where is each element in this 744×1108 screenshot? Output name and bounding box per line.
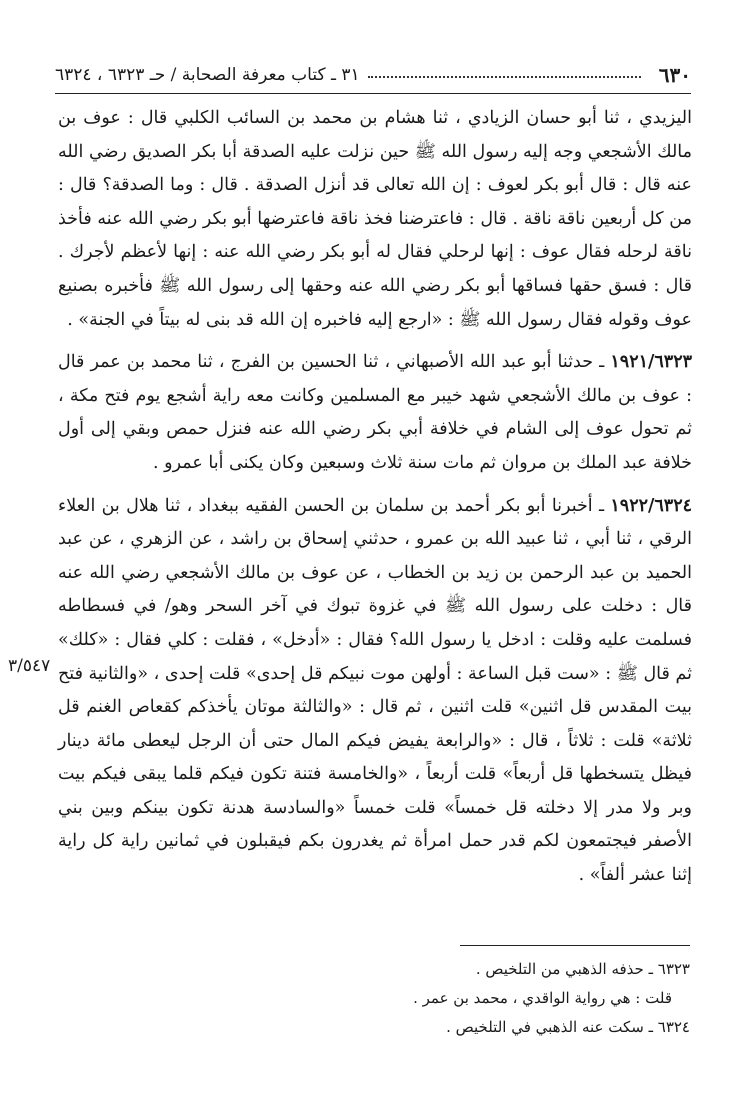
margin-reference: ٣/٥٤٧: [8, 656, 51, 676]
footnote-rule: [460, 945, 690, 946]
hadith-6324: [58, 490, 692, 893]
footnote-6324: ٦٣٢٤ ـ سكت عنه الذهبي في التلخيص .: [446, 1018, 690, 1036]
footnote-6323-note: قلت : هي رواية الواقدي ، محمد بن عمر .: [413, 989, 672, 1007]
hadith-text-6324: ـ أخبرنا أبو بكر أحمد بن سلمان بن الحسن الفقيه ببغداد ، ثنا هلال بن العلاء الرقي ، ثنا أبي ، ثنا عبيد الله بن عمرو ، حدثني إسحاق بن راشد ، عن الزهري ، عن عبد الحميد بن عبد الرحمن بن زيد بن الخطاب ، عن عوف بن مالك الأشجعي رضي الله عنه قال : دخلت على رسول الله ﷺ في غزوة تبوك في آخر السحر وهو/ في فسطاطه فسلمت عليه وقلت : ادخل يا رسول الله؟ فقال : «أدخل» ، فقلت : كلي فقال : «كلك» ثم قال ﷺ : «ست قبل الساعة : أولهن موت نبيكم قل إحدى» قلت إحدى ، «والثانية فتح بيت المقدس قل اثنين» قلت اثنين ، ثم قال : «والثالثة موتان يأخذكم كقعاص الغنم قل ثلاثة» قلت : ثلاثاً ، قال : «والرابعة يفيض فيكم المال حتى أن الرجل ليعطى مائة دينار فيظل يتسخطها قل أربعاً» قلت أربعاً ، «والخامسة فتنة تكون فيكم قلما يبقى فيكم بيت وبر ولا مدر إلا دخلته قل خمساً» قلت خمساً «والسادسة هدنة تكون بينكم وبين بني الأصفر فيجتمعون لكم قدر حمل امرأة ثم يغدرون بكم فيقبلون في ثمانين راية كل راية إثنا عشر ألفاً» .: [58, 495, 692, 886]
main-text: [58, 102, 692, 893]
footnotes: [58, 955, 690, 1042]
hadith-number-6324: ١٩٢٢/٦٣٢٤: [610, 495, 692, 516]
running-title: ٣١ ـ كتاب معرفة الصحابة / حـ ٦٣٢٣ ، ٦٣٢٤: [55, 65, 360, 85]
hadith-number-6323: ١٩٢١/٦٣٢٣: [610, 352, 692, 373]
page-header: [55, 58, 691, 92]
hadith-6323: [58, 346, 692, 480]
paragraph-continuation: اليزيدي ، ثنا أبو حسان الزيادي ، ثنا هشام بن محمد بن السائب الكلبي قال : عوف بن مالك الأشجعي وجه إليه رسول الله ﷺ حين نزلت عليه الصدقة أبا بكر الصديق رضي الله عنه قال : قال أبو بكر لعوف : إن الله تعالى قد أنزل الصدقة . قال : وما الصدقة؟ قال : من كل أربعين ناقة ناقة . قال : فاعترضنا فخذ ناقة فاعترضها أبو بكر رضي الله عنه فأخذ ناقة لرحله فقال عوف : إنها لرحلي فقال له أبو بكر رضي الله عنه : إنها لأعظم لأجرك . قال : فسق حقها فساقها أبو بكر رضي الله عنه وحقها إلى رسول الله ﷺ فأخبره بصنيع عوف وقوله فقال رسول الله ﷺ : «ارجع إليه فاخبره إن الله قد بنى له بيتاً في الجنة» .: [58, 108, 692, 330]
header-leader-dots: [368, 76, 641, 78]
footnote-6323: ٦٣٢٣ ـ حذفه الذهبي من التلخيص .: [475, 960, 690, 978]
header-rule: [55, 93, 691, 94]
hadith-text-6323: ـ حدثنا أبو عبد الله الأصبهاني ، ثنا الحسين بن الفرج ، ثنا محمد بن عمر قال : عوف بن مالك الأشجعي شهد خيبر مع المسلمين وكانت معه راية أشجع يوم فتح مكة ، ثم تحول عوف إلى الشام في خلافة أبي بكر رضي الله عنه فنزل حمص وبقي إلى أول خلافة عبد الملك بن مروان ثم مات سنة ثلاث وسبعين وكان يكنى أبا عمرو .: [58, 352, 692, 473]
page-number: ٦٣٠: [658, 63, 691, 87]
